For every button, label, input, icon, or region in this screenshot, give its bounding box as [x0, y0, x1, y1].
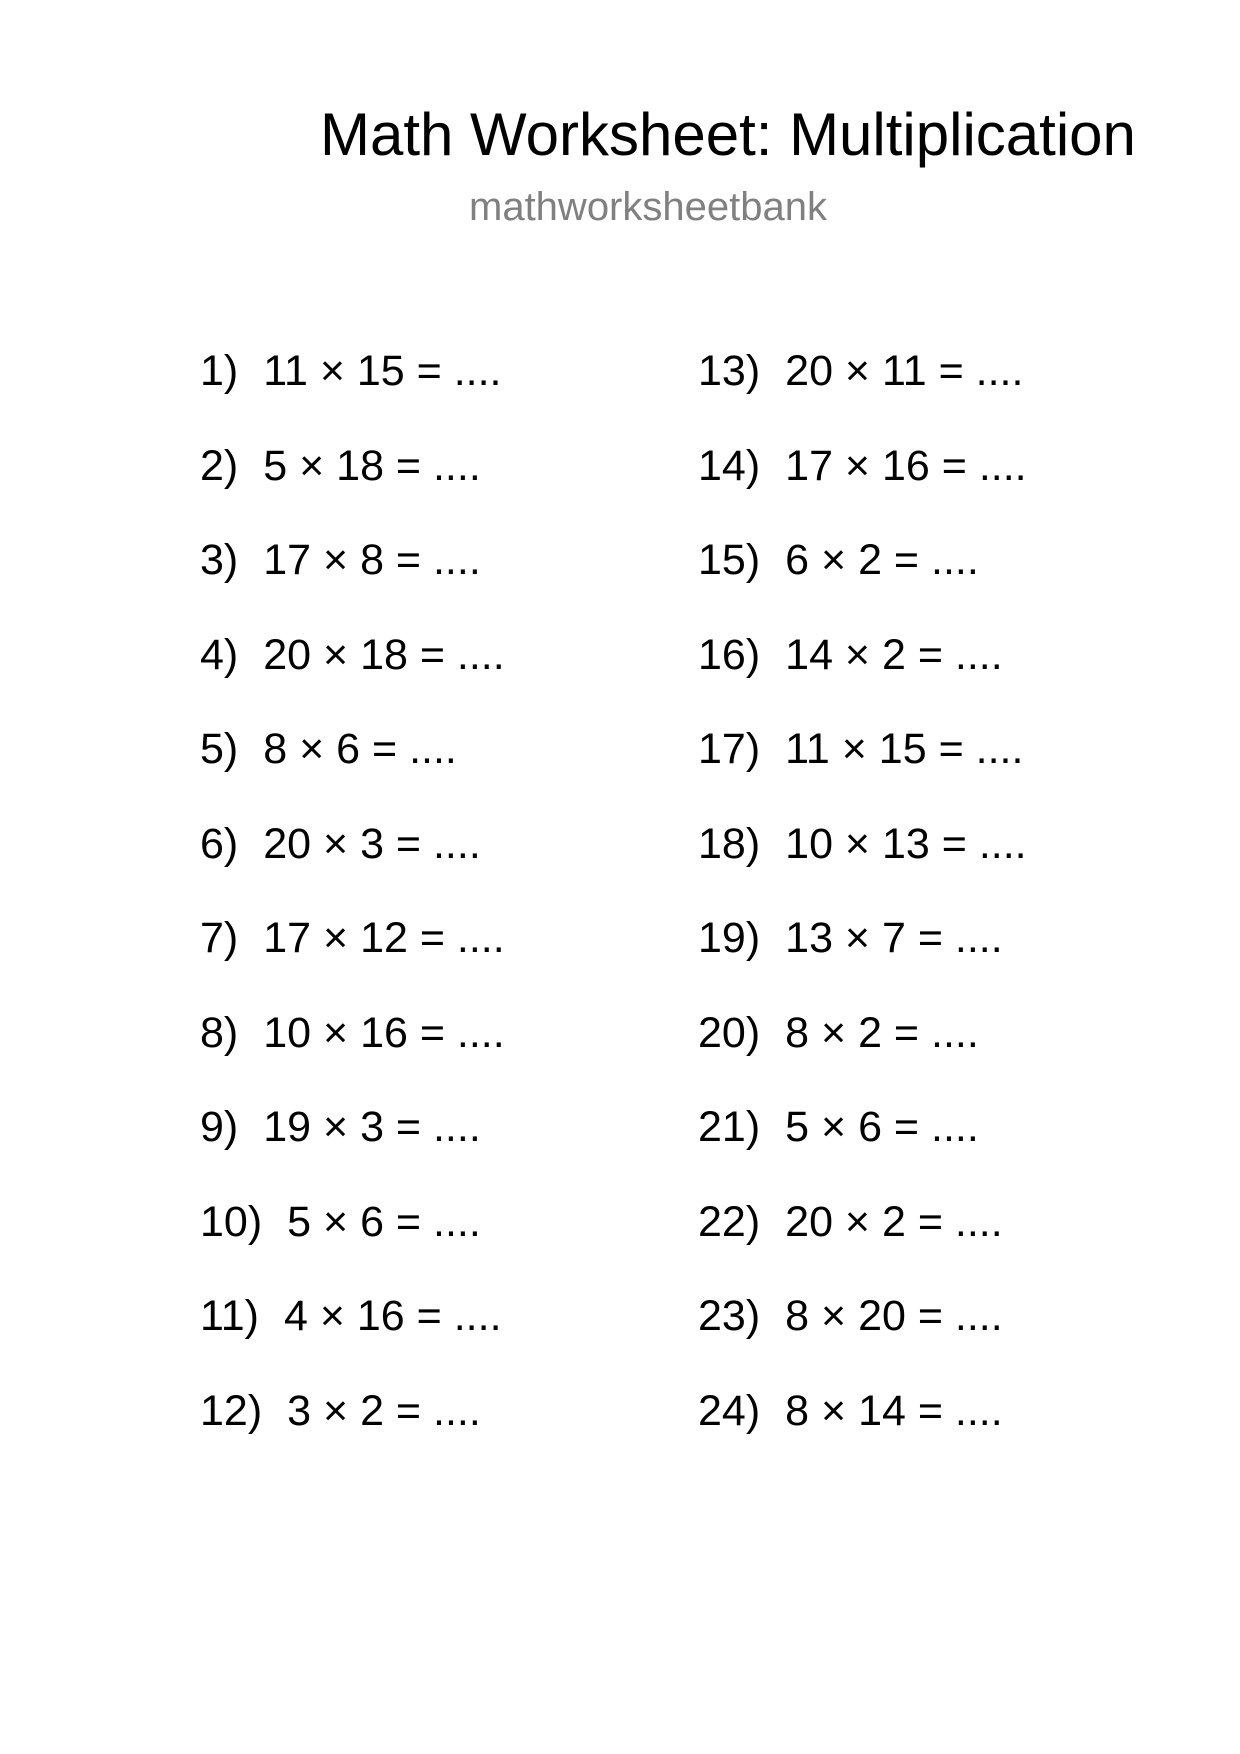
problem-item: [200, 630, 505, 680]
problem-item: [698, 1197, 1003, 1247]
problem-number: 14): [698, 442, 761, 490]
problem-expression: 10 × 13 = ....: [785, 820, 1027, 868]
problem-expression: 8 × 14 = ....: [785, 1387, 1003, 1435]
problem-item: [200, 1291, 502, 1341]
problem-item: [698, 1386, 1003, 1436]
problem-item: [200, 1102, 481, 1152]
problem-expression: 3 × 2 = ....: [287, 1387, 481, 1435]
problem-item: [200, 346, 502, 396]
problem-item: [200, 724, 457, 774]
problem-number: 6): [200, 820, 239, 868]
problem-number: 15): [698, 536, 761, 584]
problem-number: 10): [200, 1198, 263, 1246]
problem-expression: 14 × 2 = ....: [785, 631, 1003, 679]
problem-expression: 20 × 18 = ....: [263, 631, 505, 679]
problem-number: 20): [698, 1009, 761, 1057]
problem-number: 13): [698, 347, 761, 395]
page-title: Math Worksheet: Multiplication: [320, 101, 1136, 168]
problem-number: 12): [200, 1387, 263, 1435]
problem-number: 18): [698, 820, 761, 868]
problem-item: [698, 630, 1003, 680]
problem-expression: 8 × 20 = ....: [785, 1292, 1003, 1340]
problem-item: [200, 1386, 481, 1436]
problem-number: 19): [698, 914, 761, 962]
problem-number: 16): [698, 631, 761, 679]
problem-number: 24): [698, 1387, 761, 1435]
problem-number: 11): [200, 1292, 259, 1340]
problem-number: 8): [200, 1009, 239, 1057]
problem-item: [200, 1008, 505, 1058]
problem-expression: 11 × 15 = ....: [263, 347, 502, 395]
problem-expression: 6 × 2 = ....: [785, 536, 979, 584]
problem-number: 9): [200, 1103, 239, 1151]
problem-item: [698, 1291, 1003, 1341]
problem-item: [200, 1197, 481, 1247]
problem-number: 7): [200, 914, 239, 962]
problem-item: [200, 535, 481, 585]
problem-item: [698, 441, 1027, 491]
problem-item: [698, 724, 1023, 774]
problem-item: [698, 535, 979, 585]
problem-expression: 10 × 16 = ....: [263, 1009, 505, 1057]
problem-expression: 5 × 6 = ....: [785, 1103, 979, 1151]
problem-expression: 8 × 2 = ....: [785, 1009, 979, 1057]
problem-expression: 20 × 11 = ....: [785, 347, 1024, 395]
problem-number: 21): [698, 1103, 761, 1151]
problem-item: [200, 913, 505, 963]
problem-expression: 5 × 18 = ....: [263, 442, 481, 490]
problem-expression: 20 × 3 = ....: [263, 820, 481, 868]
problem-expression: 4 × 16 = ....: [283, 1292, 502, 1340]
problem-item: [698, 346, 1023, 396]
problem-expression: 13 × 7 = ....: [785, 914, 1003, 962]
problem-expression: 19 × 3 = ....: [263, 1103, 481, 1151]
page-subtitle: mathworksheetbank: [469, 185, 827, 229]
problem-expression: 17 × 12 = ....: [263, 914, 505, 962]
problem-item: [698, 913, 1003, 963]
problem-expression: 17 × 8 = ....: [263, 536, 481, 584]
problem-expression: 8 × 6 = ....: [263, 725, 457, 773]
problem-expression: 5 × 6 = ....: [287, 1198, 481, 1246]
problem-item: [200, 441, 481, 491]
problem-number: 22): [698, 1198, 761, 1246]
problem-number: 4): [200, 631, 239, 679]
problem-number: 2): [200, 442, 239, 490]
problem-expression: 17 × 16 = ....: [785, 442, 1027, 490]
problem-number: 1): [200, 347, 239, 395]
problem-expression: 11 × 15 = ....: [785, 725, 1024, 773]
problem-number: 23): [698, 1292, 761, 1340]
problem-item: [200, 819, 481, 869]
problem-number: 5): [200, 725, 239, 773]
problem-item: [698, 819, 1027, 869]
problem-item: [698, 1008, 979, 1058]
problem-expression: 20 × 2 = ....: [785, 1198, 1003, 1246]
problem-item: [698, 1102, 979, 1152]
problem-number: 3): [200, 536, 239, 584]
problem-number: 17): [698, 725, 761, 773]
